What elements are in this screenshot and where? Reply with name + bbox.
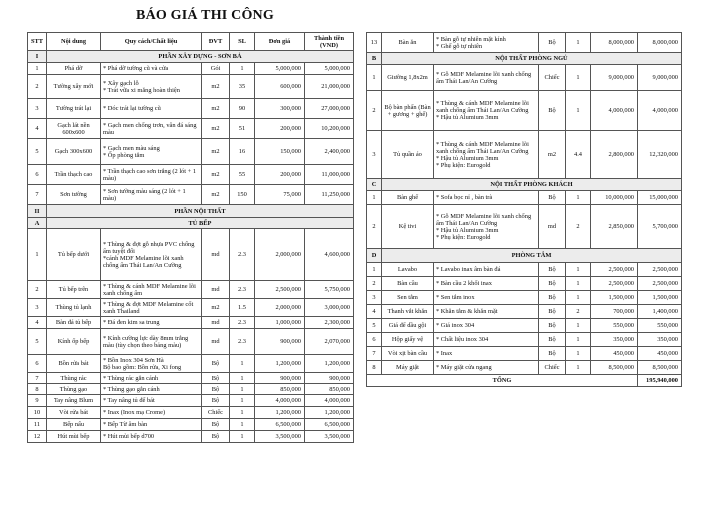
item-price: 1,200,000 bbox=[255, 355, 305, 373]
item-total: 12,320,000 bbox=[638, 131, 682, 179]
item-name: Kệ tivi bbox=[382, 205, 434, 249]
item-qty: 1 bbox=[230, 407, 255, 419]
item-qty: 1 bbox=[230, 384, 255, 395]
table-row bbox=[28, 75, 354, 99]
item-name: Lavabo bbox=[382, 263, 434, 277]
row-number: 1 bbox=[28, 229, 47, 281]
item-qty: 1 bbox=[566, 277, 591, 291]
item-qty: 35 bbox=[230, 75, 255, 99]
table-row bbox=[367, 291, 682, 305]
row-number: 3 bbox=[367, 291, 382, 305]
row-number: 7 bbox=[28, 373, 47, 384]
item-total: 900,000 bbox=[305, 373, 354, 384]
item-qty: 1 bbox=[230, 373, 255, 384]
item-spec: * Khăn tắm & khăn mặt bbox=[434, 305, 539, 319]
item-spec: * Hút mùi bếp d700 bbox=[101, 431, 202, 443]
table-row bbox=[367, 33, 682, 53]
item-qty: 1 bbox=[230, 419, 255, 431]
item-unit: m2 bbox=[539, 131, 566, 179]
total-label: TỔNG bbox=[367, 375, 638, 387]
item-qty: 55 bbox=[230, 165, 255, 185]
item-unit: md bbox=[202, 329, 230, 355]
item-price: 550,000 bbox=[591, 319, 638, 333]
item-price: 450,000 bbox=[591, 347, 638, 361]
item-qty: 2.3 bbox=[230, 329, 255, 355]
item-name: Bộ bàn phấn (Bàn + gương + ghế) bbox=[382, 91, 434, 131]
table-row bbox=[28, 99, 354, 119]
item-total: 1,500,000 bbox=[638, 291, 682, 305]
row-number: 7 bbox=[28, 185, 47, 205]
item-qty: 90 bbox=[230, 99, 255, 119]
table-row bbox=[367, 333, 682, 347]
table-row bbox=[367, 263, 682, 277]
item-total: 5,700,000 bbox=[638, 205, 682, 249]
item-total: 5,000,000 bbox=[305, 63, 354, 75]
item-total: 8,500,000 bbox=[638, 361, 682, 375]
row-number: 1 bbox=[28, 63, 47, 75]
row-number: 6 bbox=[28, 355, 47, 373]
section-title: PHẦN XÂY DỰNG - SƠN BẢ bbox=[47, 51, 354, 63]
table-row bbox=[28, 355, 354, 373]
row-number: 11 bbox=[28, 419, 47, 431]
item-total: 3,000,000 bbox=[305, 299, 354, 317]
item-unit: md bbox=[202, 317, 230, 329]
item-price: 75,000 bbox=[255, 185, 305, 205]
table-row bbox=[28, 317, 354, 329]
item-spec: * Thùng & đợt gỗ nhựa PVC chống ẩm tuyệt đối *cánh MDF Melamine lõi xanh chống ẩm Thái Lan/An Cường bbox=[101, 229, 202, 281]
section-row bbox=[367, 179, 682, 191]
item-name: Kính ốp bếp bbox=[47, 329, 101, 355]
item-price: 700,000 bbox=[591, 305, 638, 319]
item-price: 2,850,000 bbox=[591, 205, 638, 249]
item-name: Bàn ăn bbox=[382, 33, 434, 53]
item-spec: * Gỗ MDF Melamine lõi xanh chống ẩm Thái Lan/An Cường bbox=[434, 65, 539, 91]
item-name: Máy giặt bbox=[382, 361, 434, 375]
item-qty: 1.5 bbox=[230, 299, 255, 317]
item-spec: * Đá đen kim sa trung bbox=[101, 317, 202, 329]
item-qty: 1 bbox=[566, 33, 591, 53]
item-name: Sơn tường bbox=[47, 185, 101, 205]
row-number: 2 bbox=[28, 75, 47, 99]
row-number: 3 bbox=[28, 99, 47, 119]
item-qty: 1 bbox=[230, 395, 255, 407]
item-total: 850,000 bbox=[305, 384, 354, 395]
item-total: 2,070,000 bbox=[305, 329, 354, 355]
item-unit: Bộ bbox=[539, 319, 566, 333]
item-spec: * Thùng & cánh MDF Melamine lõi xanh chống ẩm Thái Lan/An Cường * Hậu tủ Alumium 3mm bbox=[434, 91, 539, 131]
section-number: D bbox=[367, 249, 382, 263]
item-total: 3,500,000 bbox=[305, 431, 354, 443]
item-spec: * Thùng & đợt MDF Melamine cốt xanh Thailand bbox=[101, 299, 202, 317]
item-spec: * Inax bbox=[434, 347, 539, 361]
item-total: 27,000,000 bbox=[305, 99, 354, 119]
item-price: 350,000 bbox=[591, 333, 638, 347]
item-unit: Bộ bbox=[202, 419, 230, 431]
item-price: 4,000,000 bbox=[591, 91, 638, 131]
item-unit: Bộ bbox=[202, 355, 230, 373]
row-number: 10 bbox=[28, 407, 47, 419]
section-row bbox=[28, 205, 354, 218]
table-row bbox=[367, 191, 682, 205]
item-name: Bếp nấu bbox=[47, 419, 101, 431]
header-unit: ĐVT bbox=[202, 33, 230, 51]
item-unit: md bbox=[202, 229, 230, 281]
row-number: 1 bbox=[367, 65, 382, 91]
row-number: 5 bbox=[28, 139, 47, 165]
item-spec: * Máy giặt cửa ngang bbox=[434, 361, 539, 375]
section-number: C bbox=[367, 179, 382, 191]
item-total: 8,000,000 bbox=[638, 33, 682, 53]
item-price: 900,000 bbox=[255, 329, 305, 355]
item-spec: * Bàn cầu 2 khối inax bbox=[434, 277, 539, 291]
item-name: Thùng tủ lạnh bbox=[47, 299, 101, 317]
row-number: 1 bbox=[367, 191, 382, 205]
item-unit: Bộ bbox=[202, 431, 230, 443]
item-name: Thanh vắt khăn bbox=[382, 305, 434, 319]
quote-table-left bbox=[27, 32, 354, 443]
item-qty: 1 bbox=[566, 291, 591, 305]
quote-table-right bbox=[366, 32, 682, 387]
item-price: 200,000 bbox=[255, 119, 305, 139]
row-number: 4 bbox=[367, 305, 382, 319]
item-price: 8,000,000 bbox=[591, 33, 638, 53]
table-row bbox=[28, 373, 354, 384]
section-title: PHẦN NỘI THẤT bbox=[47, 205, 354, 218]
table-row bbox=[28, 419, 354, 431]
item-qty: 4.4 bbox=[566, 131, 591, 179]
item-total: 11,000,000 bbox=[305, 165, 354, 185]
item-unit: md bbox=[202, 281, 230, 299]
table-row bbox=[367, 65, 682, 91]
row-number: 12 bbox=[28, 431, 47, 443]
item-total: 21,000,000 bbox=[305, 75, 354, 99]
table-row bbox=[28, 229, 354, 281]
item-price: 850,000 bbox=[255, 384, 305, 395]
item-name: Giá để dầu gội bbox=[382, 319, 434, 333]
item-price: 9,000,000 bbox=[591, 65, 638, 91]
item-spec: * Thùng & cánh MDF Melamine lõi xanh chống ẩm Thái Lan/An Cường * Hậu tủ Alumium 3mm * Phụ kiện: Eurogold bbox=[434, 131, 539, 179]
item-unit: Chiếc bbox=[539, 65, 566, 91]
item-qty: 1 bbox=[566, 65, 591, 91]
item-spec: * Lavabo inax âm bàn đá bbox=[434, 263, 539, 277]
item-price: 200,000 bbox=[255, 165, 305, 185]
item-qty: 2.3 bbox=[230, 281, 255, 299]
row-number: 2 bbox=[28, 281, 47, 299]
item-spec: * Phá dỡ tường cũ và cửa bbox=[101, 63, 202, 75]
row-number: 3 bbox=[28, 299, 47, 317]
item-price: 2,500,000 bbox=[255, 281, 305, 299]
item-qty: 150 bbox=[230, 185, 255, 205]
item-unit: Bộ bbox=[539, 305, 566, 319]
item-total: 4,000,000 bbox=[305, 395, 354, 407]
item-spec: * Bàn gỗ tự nhiên mặt kính * Ghế gỗ tự nhiên bbox=[434, 33, 539, 53]
item-name: Trần thạch cao bbox=[47, 165, 101, 185]
item-total: 4,000,000 bbox=[638, 91, 682, 131]
item-spec: * Sơn tường màu sáng (2 lót + 1 màu) bbox=[101, 185, 202, 205]
item-price: 2,500,000 bbox=[591, 277, 638, 291]
item-qty: 1 bbox=[566, 319, 591, 333]
item-spec: * Tay nâng tủ để bát bbox=[101, 395, 202, 407]
row-number: 2 bbox=[367, 205, 382, 249]
item-price: 6,500,000 bbox=[255, 419, 305, 431]
table-row bbox=[28, 407, 354, 419]
table-row bbox=[367, 91, 682, 131]
item-spec: * Sen tắm inox bbox=[434, 291, 539, 305]
item-spec: * Giá inox 304 bbox=[434, 319, 539, 333]
item-qty: 2 bbox=[566, 205, 591, 249]
table-row bbox=[28, 431, 354, 443]
item-spec: * Gạch men chống trơn, vân đá sáng màu bbox=[101, 119, 202, 139]
section-row bbox=[367, 53, 682, 65]
table-row bbox=[367, 361, 682, 375]
item-name: Tay nâng Blum bbox=[47, 395, 101, 407]
item-name: Tủ quần áo bbox=[382, 131, 434, 179]
item-qty: 1 bbox=[566, 263, 591, 277]
item-spec: * Thùng & cánh MDF Melamine lõi xanh chống ẩm bbox=[101, 281, 202, 299]
section-title: NỘI THẤT PHÒNG NGỦ bbox=[382, 53, 682, 65]
item-total: 1,200,000 bbox=[305, 407, 354, 419]
item-name: Sen tắm bbox=[382, 291, 434, 305]
item-unit: m2 bbox=[202, 165, 230, 185]
table-row bbox=[28, 119, 354, 139]
section-number: B bbox=[367, 53, 382, 65]
row-number: 8 bbox=[367, 361, 382, 375]
table-row bbox=[28, 395, 354, 407]
item-name: Tủ bếp dưới bbox=[47, 229, 101, 281]
item-unit: Bộ bbox=[539, 91, 566, 131]
item-price: 5,000,000 bbox=[255, 63, 305, 75]
header-price: Đơn giá bbox=[255, 33, 305, 51]
item-price: 2,500,000 bbox=[591, 263, 638, 277]
item-total: 1,200,000 bbox=[305, 355, 354, 373]
item-unit: m2 bbox=[202, 185, 230, 205]
row-number: 5 bbox=[28, 329, 47, 355]
item-spec: * Bồn Inox 304 Sơn Hà Bộ bao gồm: Bồn rửa, Xi fong bbox=[101, 355, 202, 373]
row-number: 6 bbox=[28, 165, 47, 185]
section-row bbox=[28, 51, 354, 63]
item-name: Giường 1,8x2m bbox=[382, 65, 434, 91]
item-name: Thùng gạo bbox=[47, 384, 101, 395]
item-total: 6,500,000 bbox=[305, 419, 354, 431]
item-price: 900,000 bbox=[255, 373, 305, 384]
table-row bbox=[28, 63, 354, 75]
item-price: 600,000 bbox=[255, 75, 305, 99]
item-spec: * Sofa bọc nỉ , bàn trà bbox=[434, 191, 539, 205]
table-row bbox=[28, 185, 354, 205]
row-number: 8 bbox=[28, 384, 47, 395]
section-title: TỦ BẾP bbox=[47, 218, 354, 229]
item-name: Hút mùi bếp bbox=[47, 431, 101, 443]
item-total: 4,600,000 bbox=[305, 229, 354, 281]
table-row bbox=[28, 165, 354, 185]
table-row bbox=[28, 384, 354, 395]
item-unit: Gói bbox=[202, 63, 230, 75]
section-number: A bbox=[28, 218, 47, 229]
item-unit: Bộ bbox=[539, 291, 566, 305]
document-title: BÁO GIÁ THI CÔNG bbox=[136, 8, 274, 23]
header-name: Nội dung bbox=[47, 33, 101, 51]
table-row bbox=[367, 277, 682, 291]
item-name: Phá dỡ bbox=[47, 63, 101, 75]
row-number: 7 bbox=[367, 347, 382, 361]
item-price: 10,000,000 bbox=[591, 191, 638, 205]
total-value: 195,940,000 bbox=[638, 375, 682, 387]
item-total: 15,000,000 bbox=[638, 191, 682, 205]
item-name: Tường xây mới bbox=[47, 75, 101, 99]
item-name: Gạch lát nền 600x600 bbox=[47, 119, 101, 139]
item-unit: Bộ bbox=[202, 373, 230, 384]
item-name: Hộp giấy vệ bbox=[382, 333, 434, 347]
item-qty: 16 bbox=[230, 139, 255, 165]
item-unit: m2 bbox=[202, 139, 230, 165]
table-row bbox=[28, 139, 354, 165]
item-spec: * Kính cường lực dày 8mm trắng màu (tùy chọn theo bảng màu) bbox=[101, 329, 202, 355]
item-qty: 1 bbox=[566, 191, 591, 205]
item-total: 1,400,000 bbox=[638, 305, 682, 319]
item-total: 450,000 bbox=[638, 347, 682, 361]
item-spec: * Thùng gạo gắn cánh bbox=[101, 384, 202, 395]
header-total: Thành tiền (VND) bbox=[305, 33, 354, 51]
item-price: 8,500,000 bbox=[591, 361, 638, 375]
item-total: 11,250,000 bbox=[305, 185, 354, 205]
item-unit: Bộ bbox=[539, 347, 566, 361]
table-row bbox=[28, 299, 354, 317]
item-qty: 2.3 bbox=[230, 317, 255, 329]
item-unit: Bộ bbox=[202, 384, 230, 395]
item-qty: 1 bbox=[566, 333, 591, 347]
section-number: I bbox=[28, 51, 47, 63]
table-row bbox=[28, 281, 354, 299]
item-price: 300,000 bbox=[255, 99, 305, 119]
item-total: 5,750,000 bbox=[305, 281, 354, 299]
item-unit: Bộ bbox=[539, 277, 566, 291]
item-price: 150,000 bbox=[255, 139, 305, 165]
item-total: 2,500,000 bbox=[638, 263, 682, 277]
item-total: 350,000 bbox=[638, 333, 682, 347]
item-qty: 51 bbox=[230, 119, 255, 139]
item-price: 4,000,000 bbox=[255, 395, 305, 407]
item-unit: Bộ bbox=[202, 395, 230, 407]
item-unit: m2 bbox=[202, 99, 230, 119]
header-qty: SL bbox=[230, 33, 255, 51]
row-number: 5 bbox=[367, 319, 382, 333]
item-unit: Chiếc bbox=[539, 361, 566, 375]
total-row bbox=[367, 375, 682, 387]
section-number: II bbox=[28, 205, 47, 218]
table-row bbox=[367, 205, 682, 249]
table-row bbox=[367, 347, 682, 361]
item-name: Vòi xịt bàn cầu bbox=[382, 347, 434, 361]
item-total: 2,300,000 bbox=[305, 317, 354, 329]
section-row bbox=[28, 218, 354, 229]
item-spec: * Dóc trát lại tường cũ bbox=[101, 99, 202, 119]
item-total: 9,000,000 bbox=[638, 65, 682, 91]
item-price: 1,500,000 bbox=[591, 291, 638, 305]
row-number: 2 bbox=[367, 91, 382, 131]
item-spec: * Gỗ MDF Melamine lõi xanh chống ẩm Thái Lan/An Cường * Hậu tủ Alumium 3mm * Phụ kiện: Eurogold bbox=[434, 205, 539, 249]
item-spec: * Xây gạch lỗ * Trát vữa xi măng hoàn thiện bbox=[101, 75, 202, 99]
row-number: 4 bbox=[28, 119, 47, 139]
row-number: 9 bbox=[28, 395, 47, 407]
header-spec: Quy cách/Chất liệu bbox=[101, 33, 202, 51]
item-price: 2,800,000 bbox=[591, 131, 638, 179]
section-title: NỘI THẤT PHÒNG KHÁCH bbox=[382, 179, 682, 191]
item-name: Tường trát lại bbox=[47, 99, 101, 119]
item-unit: m2 bbox=[202, 75, 230, 99]
item-spec: * Bếp Từ âm bàn bbox=[101, 419, 202, 431]
row-number: 1 bbox=[367, 263, 382, 277]
item-unit: Chiếc bbox=[202, 407, 230, 419]
item-price: 1,000,000 bbox=[255, 317, 305, 329]
item-qty: 1 bbox=[230, 431, 255, 443]
table-row bbox=[367, 305, 682, 319]
row-number: 4 bbox=[28, 317, 47, 329]
table-row bbox=[28, 329, 354, 355]
item-qty: 1 bbox=[566, 91, 591, 131]
item-qty: 2 bbox=[566, 305, 591, 319]
item-unit: Bộ bbox=[539, 263, 566, 277]
item-unit: Bộ bbox=[539, 333, 566, 347]
row-number: 6 bbox=[367, 333, 382, 347]
header-stt: STT bbox=[28, 33, 47, 51]
item-unit: Bộ bbox=[539, 33, 566, 53]
item-total: 550,000 bbox=[638, 319, 682, 333]
item-price: 2,000,000 bbox=[255, 229, 305, 281]
item-qty: 1 bbox=[230, 355, 255, 373]
item-spec: * Gạch men màu sáng * Ốp phòng tắm bbox=[101, 139, 202, 165]
item-name: Vòi rửa bát bbox=[47, 407, 101, 419]
item-spec: * Inax (Inox mạ Crome) bbox=[101, 407, 202, 419]
table-header bbox=[28, 33, 354, 51]
section-row bbox=[367, 249, 682, 263]
item-total: 2,500,000 bbox=[638, 277, 682, 291]
row-number: 2 bbox=[367, 277, 382, 291]
item-name: Bàn cầu bbox=[382, 277, 434, 291]
section-title: PHÒNG TẮM bbox=[382, 249, 682, 263]
row-number: 13 bbox=[367, 33, 382, 53]
item-qty: 1 bbox=[230, 63, 255, 75]
item-name: Bàn đá tủ bếp bbox=[47, 317, 101, 329]
item-total: 2,400,000 bbox=[305, 139, 354, 165]
item-qty: 2.3 bbox=[230, 229, 255, 281]
item-spec: * Chất liệu inox 304 bbox=[434, 333, 539, 347]
item-total: 10,200,000 bbox=[305, 119, 354, 139]
table-row bbox=[367, 131, 682, 179]
item-unit: md bbox=[539, 205, 566, 249]
item-spec: * Trần thạch cao sơn trắng (2 lót + 1 màu) bbox=[101, 165, 202, 185]
item-unit: m2 bbox=[202, 119, 230, 139]
item-name: Gạch 300x600 bbox=[47, 139, 101, 165]
table-row bbox=[367, 319, 682, 333]
item-qty: 1 bbox=[566, 361, 591, 375]
item-name: Bàn ghế bbox=[382, 191, 434, 205]
item-qty: 1 bbox=[566, 347, 591, 361]
item-name: Tủ bếp trên bbox=[47, 281, 101, 299]
item-unit: m2 bbox=[202, 299, 230, 317]
item-unit: Bộ bbox=[539, 191, 566, 205]
item-name: Bồn rửa bát bbox=[47, 355, 101, 373]
row-number: 3 bbox=[367, 131, 382, 179]
item-spec: * Thùng rác gắn cánh bbox=[101, 373, 202, 384]
item-price: 2,000,000 bbox=[255, 299, 305, 317]
item-name: Thùng rác bbox=[47, 373, 101, 384]
item-price: 3,500,000 bbox=[255, 431, 305, 443]
item-price: 1,200,000 bbox=[255, 407, 305, 419]
